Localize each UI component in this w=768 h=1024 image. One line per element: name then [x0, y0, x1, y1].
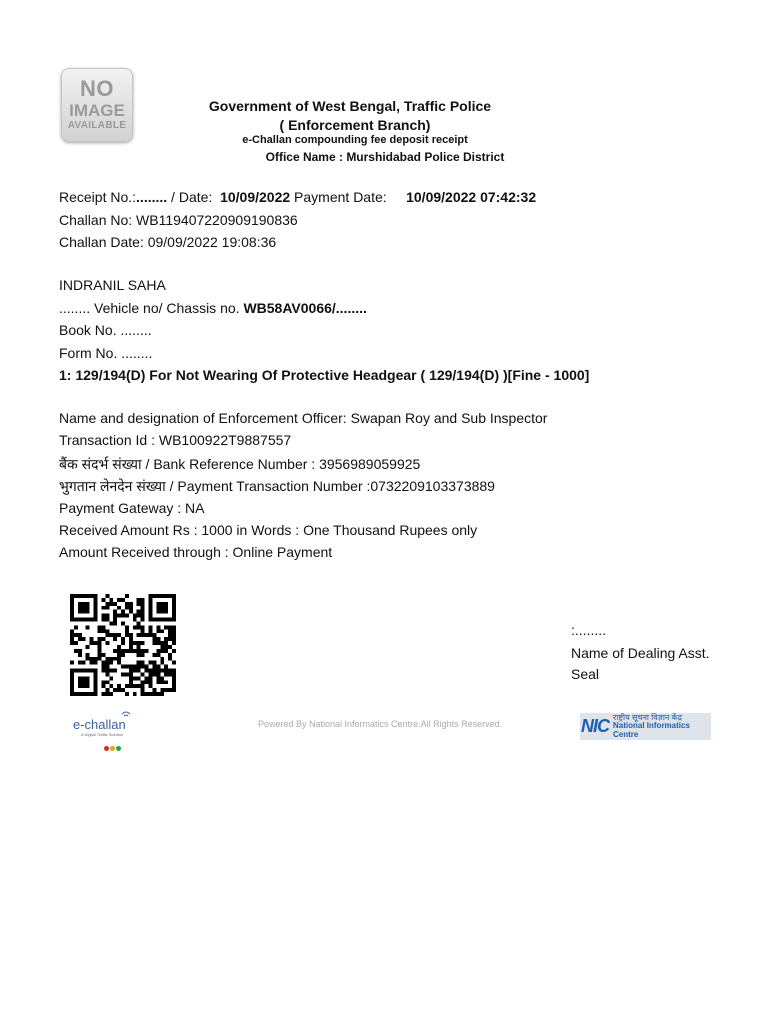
green-dot	[116, 746, 121, 751]
offence-detail: 1: 129/194(D) For Not Wearing Of Protective Headgear ( 129/194(D) )[Fine - 1000]	[59, 367, 590, 383]
nic-logo	[580, 713, 711, 740]
form-no: Form No. ........	[59, 345, 153, 361]
no-image-line2: IMAGE	[69, 101, 125, 120]
payment-date-label: Payment Date:	[290, 189, 407, 205]
dealing-asst-label: Name of Dealing Asst.	[571, 645, 710, 661]
challan-date: Challan Date: 09/09/2022 19:08:36	[59, 234, 277, 250]
offender-name: INDRANIL SAHA	[59, 277, 166, 293]
receipt-no: ........	[136, 189, 168, 205]
payment-transaction: भुगतान लेनदेन संख्या / Payment Transaction Number :0732209103373889	[59, 478, 495, 494]
seal-label: Seal	[571, 666, 600, 682]
nic-mark: NIC	[581, 716, 609, 736]
nic-text	[613, 714, 711, 739]
signature-blank: :........	[571, 622, 607, 638]
header-subtitle: e-Challan compounding fee deposit receipt	[242, 134, 468, 146]
payment-gateway: Payment Gateway : NA	[59, 500, 205, 516]
vehicle-line	[59, 300, 367, 316]
receipt-line	[59, 189, 536, 205]
received-through: Amount Received through : Online Payment	[59, 544, 333, 560]
no-image-line3: AVAILABLE	[67, 120, 127, 131]
transaction-id: Transaction Id : WB100922T9887557	[59, 432, 292, 448]
receipt-no-label: Receipt No.:	[59, 189, 137, 205]
receipt-date: 10/09/2022	[220, 189, 291, 205]
header-office: Office Name : Murshidabad Police District	[265, 150, 505, 164]
echallan-logo	[71, 710, 135, 748]
date-label: / Date:	[167, 189, 221, 205]
no-image-placeholder	[61, 68, 133, 142]
powered-by: Powered By National Informatics Centre.All Rights Reserved.	[258, 719, 503, 729]
header-title: Government of West Bengal, Traffic Police	[208, 98, 492, 114]
no-image-line1: NO	[80, 76, 114, 101]
header-branch: ( Enforcement Branch)	[279, 117, 431, 133]
echallan-tagline: A Digital Traffic Solution	[81, 732, 124, 737]
nic-name: National Informatics Centre	[613, 721, 690, 739]
challan-no: Challan No: WB119407220909190836	[59, 212, 298, 228]
signal-dots	[104, 738, 122, 756]
qr-code	[69, 594, 177, 696]
enforcement-officer: Name and designation of Enforcement Officer: Swapan Roy and Sub Inspector	[59, 410, 548, 426]
amber-dot	[110, 746, 115, 751]
vehicle-label: ........ Vehicle no/ Chassis no.	[59, 300, 244, 316]
book-no: Book No. ........	[59, 322, 152, 338]
received-amount: Received Amount Rs : 1000 in Words : One Thousand Rupees only	[59, 522, 478, 538]
red-dot	[104, 746, 109, 751]
payment-date: 10/09/2022 07:42:32	[406, 189, 537, 205]
bank-reference: बैंक संदर्भ संख्या / Bank Reference Number : 3956989059925	[59, 456, 421, 472]
echallan-logo-text: e-challan	[73, 717, 126, 732]
vehicle-no: WB58AV0066/........	[243, 300, 367, 316]
nic-hindi: राष्ट्रीय सूचना विज्ञान केंद्र	[613, 712, 682, 722]
